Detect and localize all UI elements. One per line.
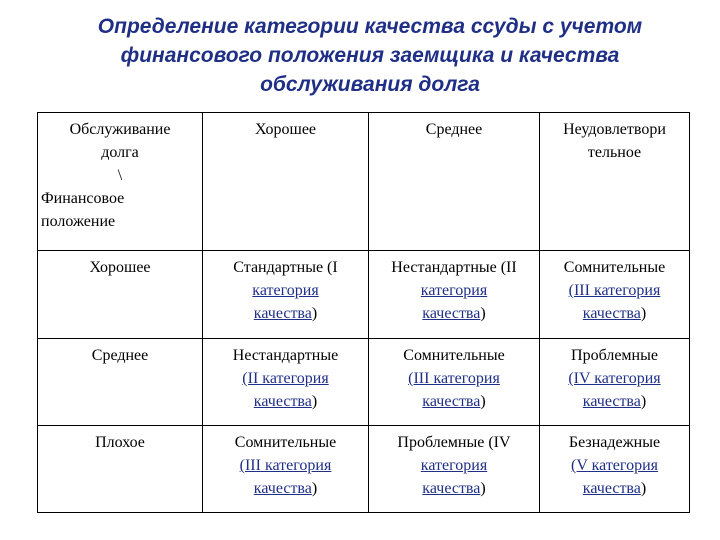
table-cell [540,251,690,339]
cell-category: (III категория [239,457,332,474]
cell-category: (III категория [408,370,500,387]
cell-close: ) [311,305,318,322]
cell-category: (IV категория [568,370,661,387]
table-row [38,426,690,513]
cell-quality: качества [422,480,481,497]
page-title [40,12,700,99]
cell-category: (III категория [568,282,661,299]
cell-name: Сомнительные [234,434,337,451]
cell-name: Нестандартные (II [391,259,517,276]
table-header-row [38,113,690,251]
cell-close: ) [640,393,647,410]
loan-quality-table [37,112,690,513]
cell-name: Сомнительные [563,259,666,276]
corner-line: долга [101,144,139,161]
cell-name: Проблемные [571,347,658,364]
cell-name: Стандартные (I [233,259,338,276]
table-cell [203,339,369,426]
table-row [38,251,690,339]
table-cell [540,339,690,426]
corner-line: положение [41,213,116,230]
cell-close: ) [480,480,486,497]
column-header: Неудовлетвори тельное [540,113,690,251]
cell-quality: качества [253,305,312,322]
cell-name: Сомнительные [403,347,505,364]
table-cell [369,251,540,339]
cell-category: (II категория [242,370,329,387]
cell-category: категория [420,282,488,299]
cell-name: Проблемные (IV [397,434,511,451]
title-line-3: обслуживания долга [260,73,480,96]
table-cell [369,426,540,513]
cell-category: (V категория [571,457,658,474]
corner-cell [38,113,203,251]
cell-close: ) [480,305,486,322]
cell-category: категория [252,282,319,299]
table-cell [369,339,540,426]
title-line-2: финансового положения заемщика и качества [120,44,620,67]
cell-quality: качества [582,480,641,497]
cell-close: ) [311,480,318,497]
column-header: Хорошее [203,113,369,251]
table-cell [540,426,690,513]
table-row [38,339,690,426]
corner-line: Обслуживание [69,121,171,138]
cell-category: категория [420,457,488,474]
cell-quality: качества [253,393,312,410]
cell-close: ) [640,480,647,497]
cell-quality: качества [422,393,481,410]
cell-quality: качества [253,480,312,497]
cell-name: Нестандартные [232,347,339,364]
table-cell [203,426,369,513]
row-header: Хорошее [38,251,203,339]
corner-line: Финансовое [41,190,125,207]
cell-close: ) [311,393,318,410]
cell-name: Безнадежные [568,434,661,451]
cell-close: ) [480,393,486,410]
row-header: Среднее [38,339,203,426]
corner-line: \ [117,167,123,184]
row-header: Плохое [38,426,203,513]
column-header: Среднее [369,113,540,251]
cell-quality: качества [582,393,641,410]
cell-quality: качества [422,305,481,322]
table-cell [203,251,369,339]
cell-close: ) [640,305,647,322]
title-line-1: Определение категории качества ссуды с учетом [97,15,643,38]
cell-quality: качества [582,305,641,322]
